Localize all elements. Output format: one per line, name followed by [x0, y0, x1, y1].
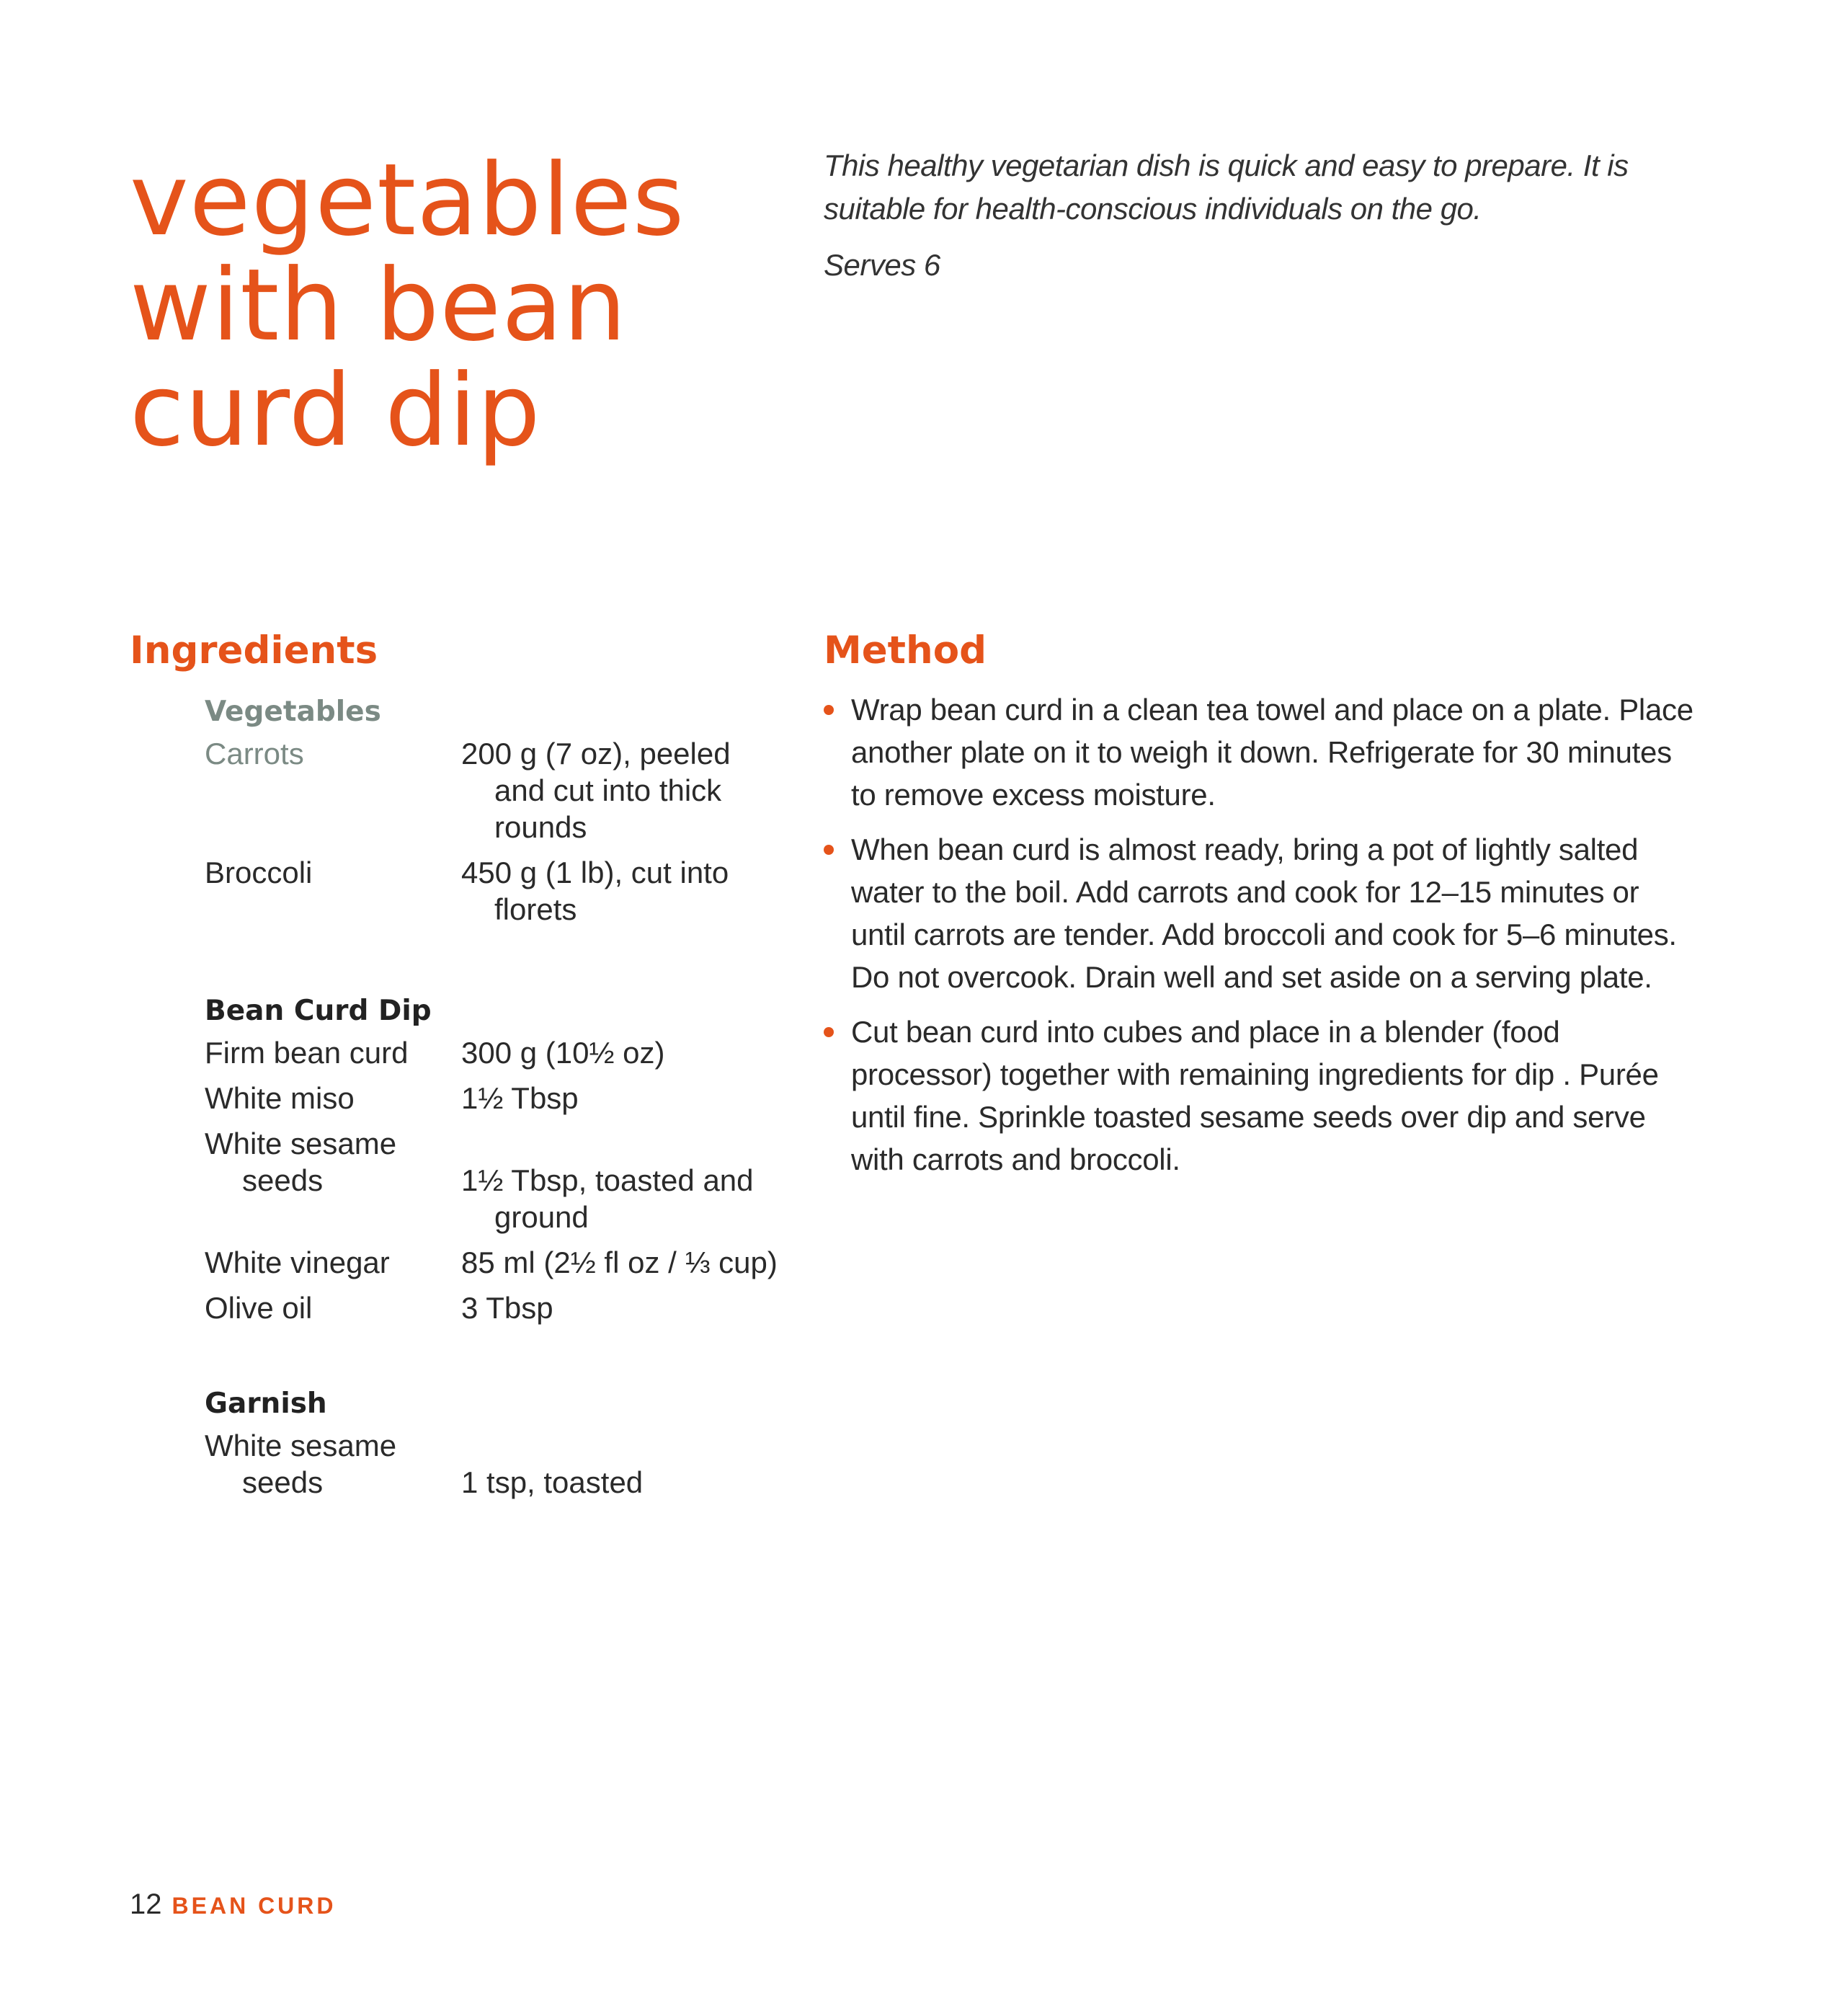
ingredient-name: White sesame seeds	[205, 1127, 397, 1197]
ingredient-row	[205, 735, 781, 845]
ingredient-row	[205, 1034, 781, 1071]
ingredient-row	[205, 1289, 781, 1326]
method-step-text: Wrap bean curd in a clean tea towel and place on a plate. Place another plate on it to weigh it down. Refrigerate for 30 minutes to remove excess moisture.	[851, 693, 1693, 812]
ingredient-qty: 450 g (1 lb), cut into florets	[461, 856, 729, 926]
method-heading: Method	[824, 629, 987, 672]
ingredient-qty: 85 ml (2½ fl oz / ⅓ cup)	[461, 1245, 778, 1279]
method-step	[824, 688, 1696, 816]
ingredients-list	[205, 693, 781, 1509]
ingredients-heading: Ingredients	[130, 629, 378, 672]
ingredient-name: Firm bean curd	[205, 1036, 409, 1070]
ingredient-qty: 3 Tbsp	[461, 1291, 553, 1325]
ingredient-qty: 1½ Tbsp, toasted and ground	[461, 1163, 754, 1234]
section-name: BEAN CURD	[172, 1893, 337, 1919]
bullet-icon	[824, 1027, 834, 1037]
ingredient-qty: 1 tsp, toasted	[461, 1465, 644, 1499]
ingredient-qty: 300 g (10½ oz)	[461, 1036, 665, 1070]
method-steps	[824, 688, 1696, 1193]
vegetables-heading: Vegetables	[205, 696, 381, 728]
ingredient-name: White vinegar	[205, 1245, 390, 1279]
ingredient-row	[205, 854, 781, 928]
recipe-title	[130, 142, 778, 469]
bullet-icon	[824, 845, 834, 855]
garnish-heading: Garnish	[205, 1387, 327, 1420]
recipe-title-line: vegetables	[130, 142, 685, 258]
ingredient-name: Olive oil	[205, 1291, 313, 1325]
serves-text: Serves 6	[824, 248, 940, 282]
bullet-icon	[824, 705, 834, 715]
page-footer	[130, 1888, 337, 1921]
recipe-intro	[824, 144, 1710, 287]
method-step	[824, 1011, 1696, 1181]
ingredient-name: Carrots	[205, 737, 304, 771]
page-number: 12	[130, 1888, 162, 1920]
recipe-title-line: with bean	[130, 247, 628, 363]
intro-text: This healthy vegetarian dish is quick and easy to prepare. It is suitable for health-conscious individuals on the go.	[824, 148, 1629, 226]
ingredient-row	[205, 1427, 781, 1501]
ingredient-row	[205, 1244, 781, 1281]
ingredient-qty: 1½ Tbsp	[461, 1081, 579, 1115]
method-step	[824, 828, 1696, 998]
method-step-text: Cut bean curd into cubes and place in a blender (food processor) together with remaining ingredients for dip . Purée until fine. Sprinkle toasted sesame seeds over dip and serve with carrots and broccoli.	[851, 1015, 1659, 1176]
ingredient-name: White miso	[205, 1081, 355, 1115]
ingredient-name: Broccoli	[205, 856, 313, 889]
ingredient-row	[205, 1080, 781, 1116]
bean-curd-dip-heading: Bean Curd Dip	[205, 995, 432, 1027]
ingredient-name: White sesame seeds	[205, 1429, 397, 1499]
method-step-text: When bean curd is almost ready, bring a pot of lightly salted water to the boil. Add carrots and cook for 12–15 minutes or until carrots are tender. Add broccoli and cook for 5–6 minutes. Do not overcook. Drain well and set aside on a serving plate.	[851, 832, 1677, 994]
ingredient-qty: 200 g (7 oz), peeled and cut into thick rounds	[461, 737, 731, 844]
ingredient-row	[205, 1125, 781, 1235]
recipe-title-line: curd dip	[130, 352, 541, 469]
